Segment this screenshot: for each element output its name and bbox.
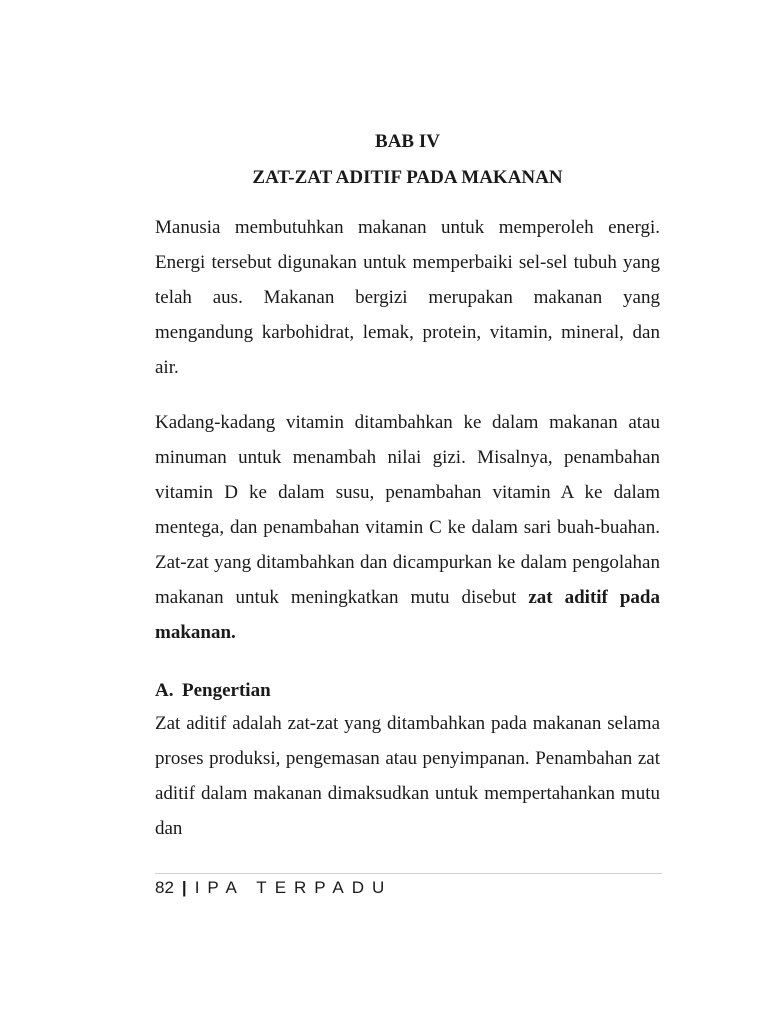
footer-divider: [155, 873, 662, 874]
page-footer: [155, 876, 392, 900]
section-title: Pengertian: [182, 680, 271, 701]
paragraph-intro: Manusia membutuhkan makanan untuk memperoleh energi. Energi tersebut digunakan untuk memperbaiki sel-sel tubuh yang telah aus. Makanan bergizi merupakan makanan yang mengandung karbohidrat, lemak, protein, vitamin, mineral, dan air.: [155, 217, 660, 378]
page-number: 82: [155, 878, 174, 897]
chapter-number: BAB IV: [375, 131, 440, 152]
paragraph-vitamin-text: Kadang-kadang vitamin ditambahkan ke dalam makanan atau minuman untuk menambah nilai gizi. Misalnya, penambahan vitamin D ke dalam susu, penambahan vitamin A ke dalam mentega, dan penambahan vitamin C ke dalam sari buah-buahan. Zat-zat yang ditambahkan dan dicampurkan ke dalam pengolahan makanan untuk meningkatkan mutu disebut: [155, 412, 660, 608]
footer-separator: |: [181, 878, 187, 897]
key-term-zat-aditif: zat aditif pada makanan.: [155, 587, 660, 643]
section-heading: [155, 673, 271, 708]
chapter-header: [155, 124, 660, 196]
chapter-title: ZAT-ZAT ADITIF PADA MAKANAN: [252, 167, 563, 188]
paragraph-definition: Zat aditif adalah zat-zat yang ditambahkan pada makanan selama proses produksi, pengemasan atau penyimpanan. Penambahan zat aditif dalam makanan dimaksudkan untuk mempertahankan mutu dan: [155, 713, 660, 839]
book-title: IPA TERPADU: [194, 878, 393, 897]
section-letter: A.: [155, 680, 174, 701]
paragraph-vitamin: [155, 405, 660, 650]
